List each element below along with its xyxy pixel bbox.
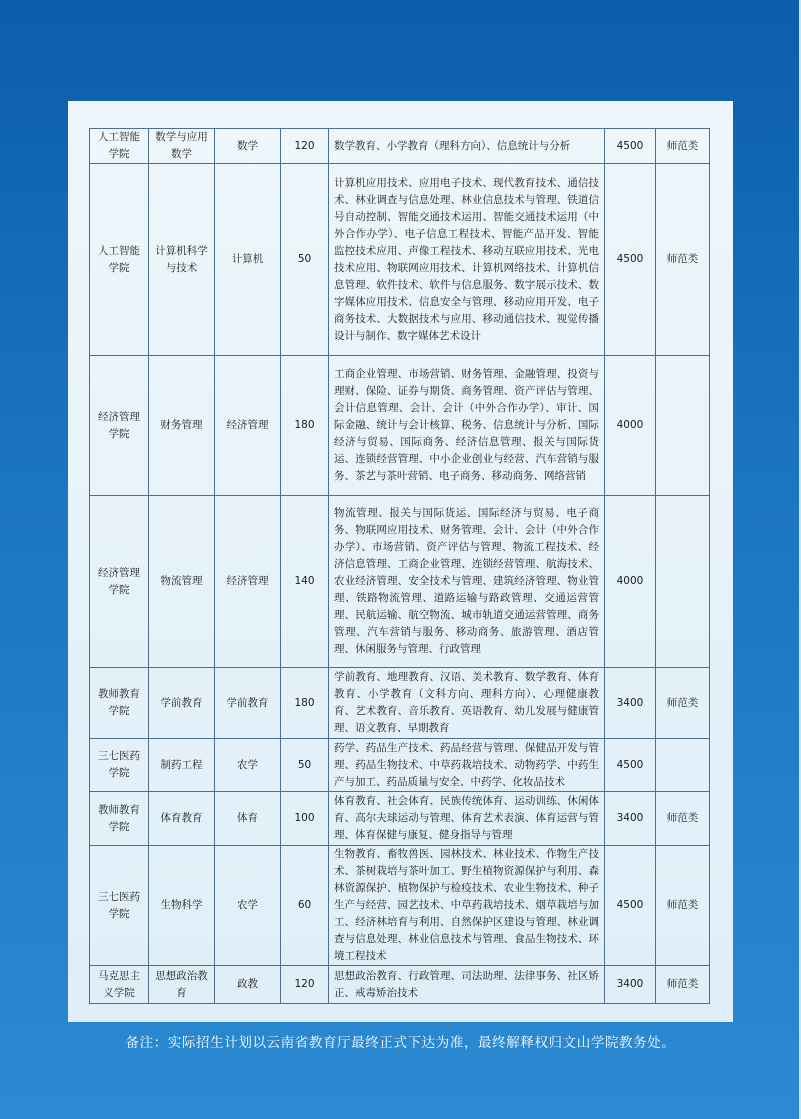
category-cell: 计算机 — [215, 164, 281, 356]
category-cell: 农学 — [215, 739, 281, 792]
table-row — [90, 496, 710, 668]
plan-cell: 140 — [281, 496, 329, 668]
category-cell: 经济管理 — [215, 496, 281, 668]
scope-cell: 工商企业管理、市场营销、财务管理、金融管理、投资与理财、保险、证券与期货、商务管理、资产评估与管理、会计信息管理、会计、会计（中外合作办学）、审计、国际金融、统计与会计核算、税务、信息统计与分析、国际经济与贸易、国际商务、经济信息管理、报关与国际货运、连锁经营管理、中小企业创业与经营、汽车营销与服务、茶艺与茶叶营销、电子商务、移动商务、网络营销 — [329, 356, 605, 496]
college-cell: 经济管理学院 — [90, 356, 149, 496]
college-cell: 三七医药学院 — [90, 846, 149, 966]
plan-cell: 100 — [281, 792, 329, 846]
tuition-cell: 4500 — [605, 164, 656, 356]
college-cell: 三七医药学院 — [90, 739, 149, 792]
plan-cell: 180 — [281, 668, 329, 739]
table-row — [90, 739, 710, 792]
major-cell: 体育教育 — [149, 792, 215, 846]
plan-cell: 50 — [281, 164, 329, 356]
scope-cell: 学前教育、地理教育、汉语、美术教育、数学教育、体育教育、小学教育（文科方向、理科方向）、心理健康教育、艺术教育、音乐教育、英语教育、幼儿发展与健康管理、语文教育、早期教育 — [329, 668, 605, 739]
type-cell: 师范类 — [656, 846, 710, 966]
college-cell: 人工智能学院 — [90, 129, 149, 164]
table-row — [90, 129, 710, 164]
scope-cell: 生物教育、畜牧兽医、园林技术、林业技术、作物生产技术、茶树栽培与茶叶加工、野生植物资源保护与利用、森林资源保护、植物保护与检疫技术、农业生物技术、种子生产与经营、园艺技术、中草药栽培技术、烟草栽培与加工、经济林培育与利用、自然保护区建设与管理、林业调查与信息处理、林业信息技术与管理、食品生物技术、环境工程技术 — [329, 846, 605, 966]
category-cell: 农学 — [215, 846, 281, 966]
enrollment-table — [89, 128, 710, 1004]
content-panel — [68, 101, 733, 1022]
major-cell: 生物科学 — [149, 846, 215, 966]
type-cell — [656, 496, 710, 668]
college-cell: 教师教育学院 — [90, 792, 149, 846]
major-cell: 物流管理 — [149, 496, 215, 668]
type-cell: 师范类 — [656, 668, 710, 739]
category-cell: 数学 — [215, 129, 281, 164]
tuition-cell: 3400 — [605, 792, 656, 846]
table-row — [90, 164, 710, 356]
category-cell: 学前教育 — [215, 668, 281, 739]
scope-cell: 体育教育、社会体育、民族传统体育、运动训练、休闲体育、高尔夫球运动与管理、体育艺术表演、体育运营与管理、体育保健与康复、健身指导与管理 — [329, 792, 605, 846]
plan-cell: 50 — [281, 739, 329, 792]
type-cell: 师范类 — [656, 129, 710, 164]
college-cell: 教师教育学院 — [90, 668, 149, 739]
table-row — [90, 966, 710, 1004]
major-cell: 计算机科学与技术 — [149, 164, 215, 356]
table-row — [90, 846, 710, 966]
plan-cell: 180 — [281, 356, 329, 496]
major-cell: 财务管理 — [149, 356, 215, 496]
plan-cell: 120 — [281, 966, 329, 1004]
type-cell: 师范类 — [656, 164, 710, 356]
table-row — [90, 356, 710, 496]
major-cell: 思想政治教育 — [149, 966, 215, 1004]
tuition-cell: 3400 — [605, 668, 656, 739]
tuition-cell: 3400 — [605, 966, 656, 1004]
college-cell: 经济管理学院 — [90, 496, 149, 668]
major-cell: 学前教育 — [149, 668, 215, 739]
table-row — [90, 792, 710, 846]
footnote: 备注：实际招生计划以云南省教育厅最终正式下达为准，最终解释权归文山学院教务处。 — [125, 1035, 676, 1051]
scope-cell: 计算机应用技术、应用电子技术、现代教育技术、通信技术、林业调查与信息处理、林业信息技术与管理、铁道信号自动控制、智能交通技术运用、智能交通技术运用（中外合作办学）、电子信息工程技术、智能产品开发、智能监控技术应用、声像工程技术、移动互联应用技术、光电技术应用、物联网应用技术、计算机网络技术、计算机信息管理、软件技术、软件与信息服务、数字展示技术、数字媒体应用技术、信息安全与管理、移动应用开发、电子商务技术、大数据技术与应用、移动通信技术、视觉传播设计与制作、数字媒体艺术设计 — [329, 164, 605, 356]
type-cell: 师范类 — [656, 966, 710, 1004]
major-cell: 数学与应用数学 — [149, 129, 215, 164]
scope-cell: 物流管理、报关与国际货运、国际经济与贸易、电子商务、物联网应用技术、财务管理、会计、会计（中外合作办学）、市场营销、资产评估与管理、物流工程技术、经济信息管理、工商企业管理、连锁经营管理、航海技术、农业经济管理、安全技术与管理、建筑经济管理、物业管理、铁路物流管理、道路运输与路政管理、交通运营管理、民航运输、航空物流、城市轨道交通运营管理、商务管理、汽车营销与服务、移动商务、旅游管理、酒店管理、休闲服务与管理、行政管理 — [329, 496, 605, 668]
plan-cell: 120 — [281, 129, 329, 164]
category-cell: 经济管理 — [215, 356, 281, 496]
tuition-cell: 4500 — [605, 129, 656, 164]
type-cell: 师范类 — [656, 792, 710, 846]
tuition-cell: 4000 — [605, 356, 656, 496]
scope-cell: 药学、药品生产技术、药品经营与管理、保健品开发与管理、药品生物技术、中草药栽培技术、动物药学、中药生产与加工、药品质量与安全、中药学、化妆品技术 — [329, 739, 605, 792]
scope-cell: 数学教育、小学教育（理科方向）、信息统计与分析 — [329, 129, 605, 164]
type-cell — [656, 356, 710, 496]
tuition-cell: 4500 — [605, 846, 656, 966]
scope-cell: 思想政治教育、行政管理、司法助理、法律事务、社区矫正、戒毒矫治技术 — [329, 966, 605, 1004]
tuition-cell: 4500 — [605, 739, 656, 792]
tuition-cell: 4000 — [605, 496, 656, 668]
major-cell: 制药工程 — [149, 739, 215, 792]
table-row — [90, 668, 710, 739]
type-cell — [656, 739, 710, 792]
category-cell: 政教 — [215, 966, 281, 1004]
college-cell: 马克思主义学院 — [90, 966, 149, 1004]
college-cell: 人工智能学院 — [90, 164, 149, 356]
category-cell: 体育 — [215, 792, 281, 846]
plan-cell: 60 — [281, 846, 329, 966]
